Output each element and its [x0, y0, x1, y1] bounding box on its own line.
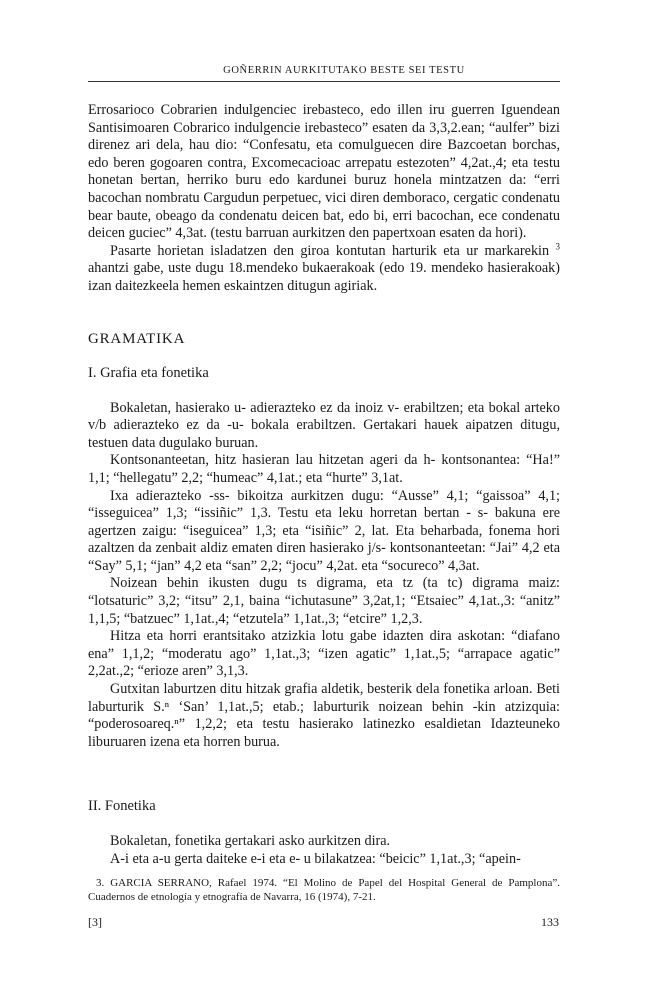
intro-paragraph-2-rest: ahantzi gabe, uste dugu 18.mendeko bukaerakoak (edo 19. mendeko hasierakoak) izan daitezkeela hemen eskaintzen ditugun agiriak. [88, 260, 560, 294]
intro-paragraph-2-text: Pasarte horietan isladatzen den giroa kontutan harturik eta ur markarekin [110, 242, 550, 259]
subsection-title-grafia: I. Grafia eta fonetika [88, 364, 209, 381]
fonetika-paragraph: Bokaletan, fonetika gertakari asko aurkitzen dira. [110, 833, 391, 850]
running-head: GOÑERRIN AURKITUTAKO BESTE SEI TESTU [223, 65, 465, 76]
grafia-paragraph: Kontsonanteetan, hitz hasieran lau hitzetan ageri da h- kontsonantea: “Ha!” 1,1; “hellegatu” 2,2; “humeac” 4,1at.; eta “hurte” 3,1at. [88, 452, 560, 486]
page-body [88, 64, 560, 869]
grafia-paragraph: Gutxitan laburtzen ditu hitzak grafia aldetik, besterik dela fonetika arloan. Beti laburturik S.ⁿ ‘San’ 1,1at.,5; etab.; laburturik noizean behin -kin atzizquia: “poderosoareq.ⁿ” 1,2,2; eta testu hasierako latinezko esaldietan Idazteuneko liburuaren izena eta horren burua. [88, 681, 560, 750]
grafia-paragraph: Noizean behin ikusten dugu ts digrama, eta tz (ta tc) digrama maiz: “lotsaturic” 3,2; “itsu” 2,1, baina “ichutasune” 3,2at,1; “Etsaiec” 4,1at.,3: “anitz” 1,1,5; “batzuec” 1,1at.,4; “etzutela” 1,1at.,3; “etcire” 1,2,3. [88, 575, 560, 627]
section-title: GRAMATIKA [88, 330, 186, 347]
grafia-paragraph: Hitza eta horri erantsitako atzizkia lotu gabe idazten dira askotan: “diafano ena” 1,1,2; “moderatu ago” 1,1at.,3; “izen agatic” 1,1at.,5; “arrapace agatic” 2,2at.,2; “erioze aren” 3,1,3. [88, 628, 560, 680]
footnote: 3. GARCIA SERRANO, Rafael 1974. “El Molino de Papel del Hospital General de Pamplona”. Cuadernos de etnología y etnografía de Navarra, 16 (1974), 7-21. [88, 877, 560, 903]
subsection-title-fonetika: II. Fonetika [88, 798, 156, 815]
header-rule [88, 81, 560, 82]
intro-block [88, 102, 560, 296]
folio-left: [3] [88, 915, 102, 929]
grafia-paragraph: Ixa adierazteko -ss- bikoitza aurkitzen dugu: “Ausse” 4,1; “gaissoa” 4,1; “isseguicea” 1,3; “issiñic” 1,3. Testu eta leku horretan bertan - s- bakuna ere agertzen zaigu: “iseguicea” 1,3; eta “isiñic” 2, lat. Eta beharbada, fonema hori azaltzen da zenbait aldiz ematen diren hasierako j/s- kontsonanteetan: “Jai” 4,2 eta “Say” 5,1; “jan” 4,2 eta “san” 2,2; “jocu” 4,2at. eta “socureco” 4,3at. [88, 487, 560, 574]
grafia-block [88, 400, 560, 752]
fonetika-block [88, 833, 560, 868]
page-number: 133 [541, 915, 559, 929]
footnote-marker: 3 [555, 241, 561, 252]
intro-paragraph-2 [88, 243, 560, 296]
grafia-paragraph: Bokaletan, hasierako u- adierazteko ez da inoiz v- erabiltzen; eta bokal arteko v/b adierazteko ez da -u- bokala erabiltzen. Gertakari hauek aipatzen ditugu, testuen data dugulako buruan. [88, 399, 560, 451]
intro-paragraph-1: Errosarioco Cobrarien indulgenciec irebasteco, edo illen iru guerren Iguendean Santisimoaren Cobrarico indulgencie irebasteco” esaten da 3,3,2.ean; “aulfer” bizi direnez ari dela, hau dio: “Confesatu, eta comulguecen dire Bazcoetan borchas, edo beren gogoaren contra, Excomecacioac arrepatu estezoten” 4,2at.,4; eta testu honetan bertan, herriko buru edo kardunei buruz honela mintzatzen da: “erri bacochan nombratu Cargudun perpetuec, vici diren demboraco, cergatic condenatu bear baute, obeago da condenatu deicen bat, edo bi, erri bacochan, ece condenatu deicen guciec” 4,3at. (testu barruan aurkitzen den papertxoan esaten da hori). [88, 102, 560, 242]
fonetika-paragraph: A-i eta a-u gerta daiteke e-i eta e- u bilakatzea: “beicic” 1,1at.,3; “apein- [110, 851, 521, 867]
